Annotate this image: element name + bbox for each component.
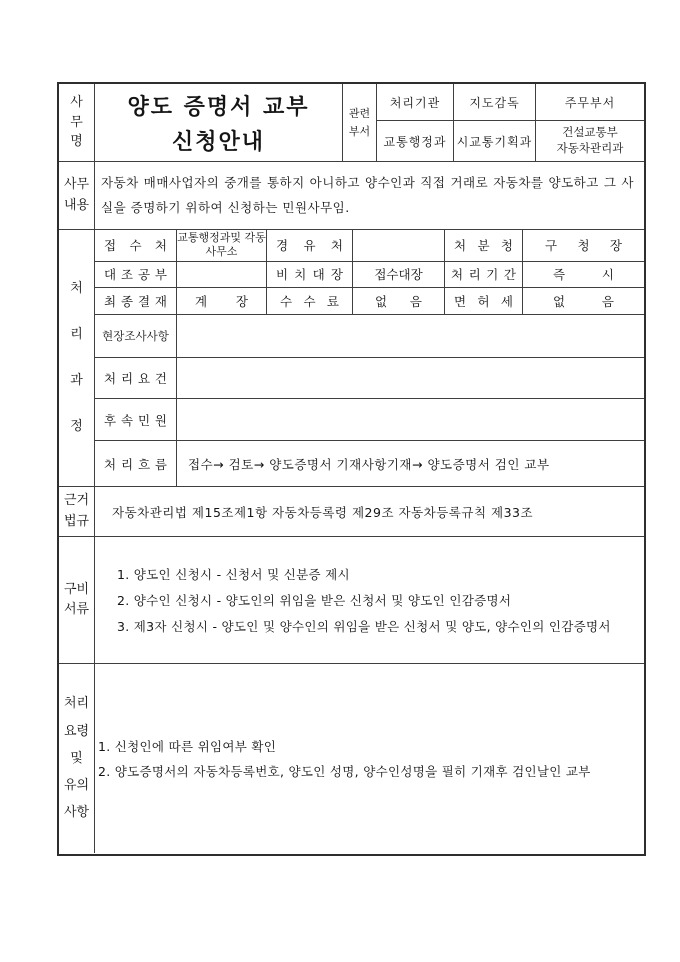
fee-value-text: 없 음 bbox=[375, 293, 422, 309]
process-section bbox=[59, 230, 644, 487]
follow-up-label-text: 후 속 민 원 bbox=[104, 412, 167, 428]
legal-basis-label-cell bbox=[59, 487, 95, 536]
legal-basis-label: 근거법규 bbox=[63, 493, 90, 529]
process-grid bbox=[95, 230, 644, 486]
header-section bbox=[59, 84, 644, 162]
agency-value-processing-text: 교통행정과 bbox=[383, 134, 447, 149]
required-documents-list bbox=[95, 537, 644, 663]
task-content-label: 사무내용 bbox=[63, 177, 90, 213]
legal-basis-text: 자동차관리법 제15조제1항 자동차등록령 제29조 자동차등록규칙 제33조 bbox=[112, 504, 534, 520]
agency-value-competent-text: 건설교통부 자동차관리과 bbox=[556, 125, 624, 155]
task-content-text: 자동차 매매사업자의 중개를 통하지 아니하고 양수인과 직접 거래로 자동차를 양도하고 그 사실을 증명하기 위하여 신청하는 민원사무임. bbox=[101, 175, 634, 215]
document-title-cell bbox=[95, 84, 343, 161]
reception-office-value bbox=[177, 230, 267, 261]
disposal-office-value bbox=[523, 230, 644, 261]
notes-list bbox=[95, 664, 644, 853]
process-flow-value: 접수→ 검토→ 양도증명서 기재사항기재→ 양도증명서 검인 교부 bbox=[188, 456, 550, 472]
cross-check-label-text: 대 조 공 부 bbox=[104, 267, 167, 283]
required-documents-section bbox=[59, 537, 644, 664]
ledger-value-text: 접수대장 bbox=[374, 267, 423, 283]
field-investigation-value bbox=[177, 315, 644, 357]
processing-period-value-text: 즉 시 bbox=[553, 267, 614, 283]
related-dept-label: 관련부서 bbox=[348, 107, 371, 138]
page-title-line-2: 신청안내 bbox=[171, 128, 265, 155]
process-row-3 bbox=[95, 288, 644, 315]
process-flow-label-text: 처 리 흐 름 bbox=[104, 456, 167, 472]
via-office-value bbox=[353, 230, 445, 261]
processing-requirements-value bbox=[177, 358, 644, 399]
agency-value-supervision-text: 시교통기획과 bbox=[456, 134, 533, 149]
task-content-label-cell bbox=[59, 162, 95, 229]
required-document-item-1: 1. 양도인 신청시 - 신청서 및 신분증 제시 bbox=[117, 567, 350, 582]
process-row-2 bbox=[95, 262, 644, 288]
process-label: 처리과정 bbox=[70, 281, 83, 434]
field-investigation-label-text: 현장조사사항 bbox=[102, 328, 169, 343]
related-dept-label-cell bbox=[343, 84, 377, 161]
field-investigation-row bbox=[95, 315, 644, 358]
agency-value-competent bbox=[536, 121, 644, 161]
task-name-label-cell bbox=[59, 84, 95, 161]
agency-table bbox=[377, 84, 644, 161]
reception-office-label-text: 접 수 처 bbox=[104, 238, 167, 254]
reception-office-value-text: 교통행정과및 각동사무소 bbox=[177, 231, 266, 259]
license-tax-value bbox=[523, 288, 644, 314]
processing-requirements-row bbox=[95, 358, 644, 400]
agency-value-supervision bbox=[454, 121, 536, 161]
processing-period-label-text: 처 리 기 간 bbox=[451, 267, 516, 283]
fee-label bbox=[267, 288, 353, 314]
note-item-2: 2. 양도증명서의 자동차등록번호, 양도인 성명, 양수인성명을 필히 기재후 검인날인 교부 bbox=[98, 764, 591, 779]
required-documents-label-cell bbox=[59, 537, 95, 663]
disposal-office-value-text: 구 청 장 bbox=[545, 238, 622, 254]
follow-up-value bbox=[177, 399, 644, 440]
follow-up-label bbox=[95, 399, 177, 440]
disposal-office-label-text: 처 분 청 bbox=[454, 238, 513, 254]
agency-header-competent: 주무부서 bbox=[536, 84, 644, 121]
license-tax-label bbox=[445, 288, 523, 314]
civil-affairs-form-table bbox=[57, 82, 646, 856]
via-office-label-text: 경 유 처 bbox=[276, 238, 343, 254]
task-content-section bbox=[59, 162, 644, 230]
process-label-cell bbox=[59, 230, 95, 486]
required-document-item-3: 3. 제3자 신청시 - 양도인 및 양수인의 위임을 받은 신청서 및 양도, 양수인의 인감증명서 bbox=[117, 619, 611, 634]
final-approval-value-text: 계 장 bbox=[195, 293, 248, 309]
reception-office-label bbox=[95, 230, 177, 261]
task-name-label: 사무명 bbox=[70, 95, 83, 150]
disposal-office-label bbox=[445, 230, 523, 261]
ledger-value bbox=[353, 262, 445, 287]
final-approval-value bbox=[177, 288, 267, 314]
agency-header-processing: 처리기관 bbox=[377, 84, 454, 121]
via-office-label bbox=[267, 230, 353, 261]
license-tax-label-text: 면 허 세 bbox=[454, 293, 513, 309]
process-flow-row bbox=[95, 441, 644, 486]
notes-label: 처리요령 및 유의사항 bbox=[63, 696, 90, 821]
ledger-label bbox=[267, 262, 353, 287]
processing-period-label bbox=[445, 262, 523, 287]
follow-up-row bbox=[95, 399, 644, 441]
legal-basis-section bbox=[59, 487, 644, 537]
fee-label-text: 수 수 료 bbox=[280, 293, 339, 309]
required-document-item-2: 2. 양수인 신청시 - 양도인의 위임을 받은 신청서 및 양도인 인감증명서 bbox=[117, 593, 512, 608]
ledger-label-text: 비 치 대 장 bbox=[276, 267, 343, 283]
processing-period-value bbox=[523, 262, 644, 287]
processing-requirements-label bbox=[95, 358, 177, 399]
final-approval-label bbox=[95, 288, 177, 314]
process-row-1 bbox=[95, 230, 644, 262]
license-tax-value-text: 없 음 bbox=[553, 293, 614, 309]
process-flow-label bbox=[95, 441, 177, 486]
cross-check-label bbox=[95, 262, 177, 287]
agency-value-processing bbox=[377, 121, 454, 161]
required-documents-label: 구비서류 bbox=[63, 581, 90, 617]
agency-header-supervision: 지도감독 bbox=[454, 84, 536, 121]
page-title-line-1: 양도 증명서 교부 bbox=[127, 93, 310, 120]
note-item-1: 1. 신청인에 따른 위임여부 확인 bbox=[98, 739, 277, 754]
fee-value bbox=[353, 288, 445, 314]
field-investigation-label bbox=[95, 315, 177, 357]
final-approval-label-text: 최 종 결 재 bbox=[104, 293, 167, 309]
notes-label-cell bbox=[59, 664, 95, 853]
cross-check-value bbox=[177, 262, 267, 287]
processing-requirements-label-text: 처 리 요 건 bbox=[104, 370, 167, 386]
notes-section bbox=[59, 664, 644, 853]
